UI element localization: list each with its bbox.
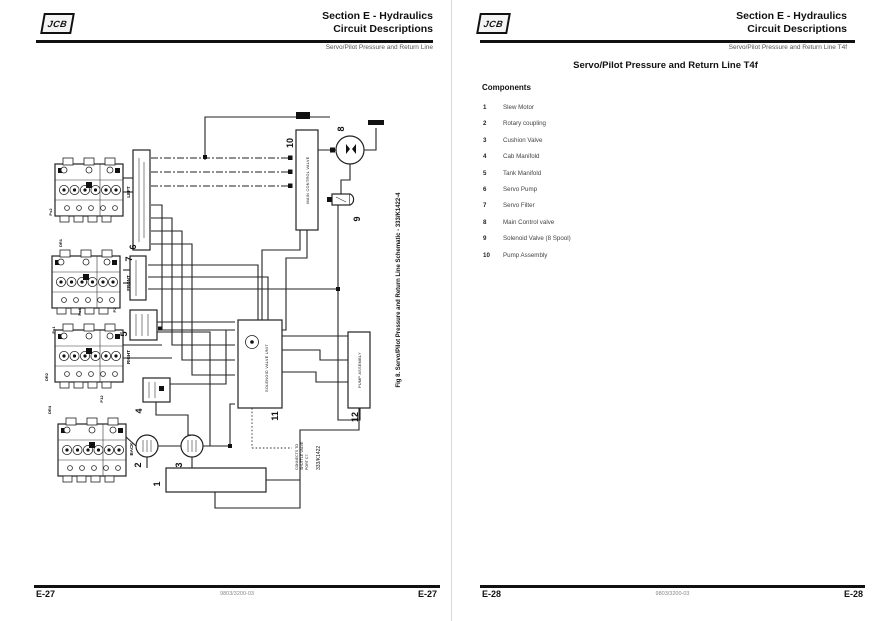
component-number: 9: [483, 235, 487, 243]
list-item: [483, 167, 571, 183]
list-item: [483, 117, 571, 133]
valve-bank-right: [55, 324, 123, 388]
port-dr1: DR1: [58, 238, 63, 248]
valve-bank-front: [52, 250, 120, 314]
component-number: 7: [483, 202, 487, 210]
component-number: 5: [483, 169, 487, 177]
footer-doc-number: 9803/3200-03: [220, 591, 254, 597]
component-label: Cab Manifold: [503, 153, 540, 161]
callout-3: 3: [174, 462, 184, 468]
port-dr4: DR4: [47, 405, 52, 415]
block-4: [143, 378, 170, 402]
footer-page-left: E-28: [482, 589, 502, 599]
diagram-labels: [44, 186, 134, 455]
solenoid-valve-block: [236, 320, 283, 408]
servo-pump-symbol: [336, 136, 364, 164]
callout-11: 11: [270, 411, 280, 421]
tank-manifold-block: [133, 150, 153, 250]
footer-doc-number: 9803/3200-03: [655, 591, 690, 597]
section-title: Section E - Hydraulics: [736, 10, 847, 22]
component-label: Cushion Valve: [503, 136, 543, 144]
component-number: 2: [483, 120, 487, 128]
jcb-logo-text: JCB: [46, 18, 69, 29]
section-subtitle: Circuit Descriptions: [747, 23, 847, 36]
callout-1: 1: [152, 481, 162, 487]
cushion-valve-symbol: [181, 435, 203, 457]
label-front: FRONT: [126, 275, 131, 291]
port-p12: P12: [99, 395, 104, 403]
component-number: 3: [483, 136, 487, 144]
component-label: Rotary coupling: [503, 120, 546, 128]
main-control-valve-label: MAIN CONTROL VALVE: [306, 156, 310, 204]
callout-numbers: [119, 126, 362, 486]
component-label: Solenoid Valve (8 Spool): [503, 235, 571, 243]
running-subtitle: Servo/Pilot Pressure and Return Line T4f: [728, 44, 847, 51]
component-number: 1: [483, 104, 487, 111]
footer-rule: [34, 585, 440, 588]
port-ps1: Ps1: [51, 326, 56, 334]
note-line-2: SHUTTLE VALVE: [300, 441, 304, 470]
block-5: [130, 310, 157, 340]
list-item: [483, 249, 571, 265]
list-item: [483, 232, 571, 248]
port-p2: P2: [112, 307, 117, 313]
callout-7: 7: [124, 256, 134, 262]
callout-10: 10: [285, 137, 295, 149]
note-line-1: CONNECTS TO: [295, 443, 299, 470]
rotary-coupling-symbol: [136, 435, 158, 457]
component-number: 10: [483, 251, 490, 259]
callout-6: 6: [128, 244, 138, 250]
figure-caption: Fig 8. Servo/Pilot Pressure and Return Line Schematic - 333/K1422-4: [396, 192, 402, 388]
port-dr2: DR2: [44, 372, 49, 382]
component-number: 8: [483, 218, 487, 226]
component-number: 4: [483, 153, 487, 161]
list-item: [483, 183, 571, 199]
callout-9: 9: [352, 216, 362, 222]
footer-page-right: E-28: [843, 589, 863, 599]
component-label: Main Control valve: [503, 218, 555, 226]
list-item: [483, 199, 571, 215]
port-ps4: Ps4: [77, 308, 82, 316]
cab-manifold-block: [130, 256, 148, 300]
callout-2: 2: [133, 462, 143, 468]
running-subtitle: Servo/Pilot Pressure and Return Line: [325, 44, 433, 51]
note-line-3: PORT C7.: [305, 453, 309, 470]
valve-bank-back: [58, 418, 126, 482]
callout-5: 5: [119, 331, 129, 337]
callout-12: 12: [350, 411, 360, 423]
footer-rule: [480, 585, 865, 588]
component-label: Servo Pump: [503, 185, 538, 193]
note-part-number: 333/K1422: [316, 445, 322, 470]
components-heading: Components: [482, 83, 531, 92]
header-rule: [480, 40, 855, 43]
label-back: BACK: [129, 442, 134, 456]
connects-note: [295, 441, 322, 470]
component-label: Slew Motor: [503, 104, 534, 111]
list-item: [483, 134, 571, 150]
component-label: Tank Manifold: [503, 169, 542, 177]
components-list: [483, 101, 571, 265]
servo-filter-symbol: [332, 194, 354, 205]
page-title: Servo/Pilot Pressure and Return Line T4f: [573, 60, 758, 71]
callout-4: 4: [134, 408, 144, 414]
section-title: Section E - Hydraulics: [322, 10, 433, 22]
pump-assembly-label: PUMP ASSEMBLY: [358, 352, 362, 388]
port-ps2: Ps2: [48, 208, 53, 216]
component-label: Servo Filter: [503, 202, 535, 210]
callout-8: 8: [336, 126, 346, 132]
label-right: RIGHT: [126, 350, 131, 364]
header-right-page: [736, 10, 847, 36]
list-item: [483, 216, 571, 232]
valve-bank-left: [55, 158, 123, 222]
section-subtitle: Circuit Descriptions: [333, 23, 433, 36]
component-label: Pump Assembly: [503, 251, 548, 259]
component-number: 6: [483, 185, 487, 193]
jcb-logo-text: JCB: [482, 18, 505, 29]
label-left: LEFT: [126, 186, 131, 198]
list-item: [483, 101, 571, 117]
main-control-valve-block: [294, 130, 319, 230]
pump-assembly-block: [346, 332, 371, 408]
footer-page-left: E-27: [36, 589, 56, 599]
solenoid-valve-label: SOLENOID VALVE UNIT: [265, 344, 269, 392]
footer-page-right: E-27: [417, 589, 437, 599]
jcb-logo: [476, 13, 511, 34]
slew-motor-block: [166, 468, 266, 492]
list-item: [483, 150, 571, 166]
page-e28: [452, 0, 879, 621]
